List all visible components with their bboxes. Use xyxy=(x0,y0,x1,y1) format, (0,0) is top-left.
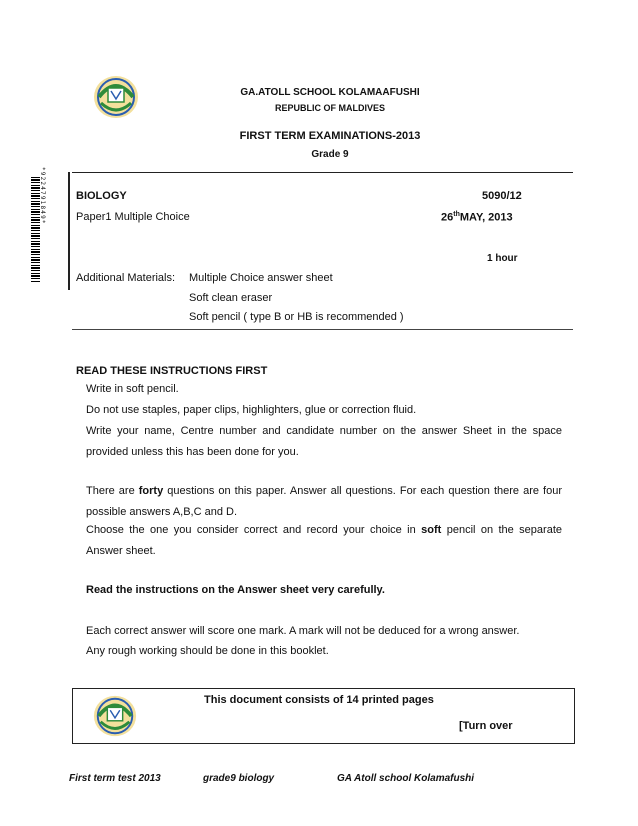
header-rule xyxy=(72,172,573,173)
instruction-line: Write your name, Centre number and candidate number on the answer Sheet in the space provided unless this has been done for you. xyxy=(86,425,562,458)
exam-date xyxy=(441,211,513,224)
instruction-text: Choose the one you consider correct and record your choice in xyxy=(86,524,422,536)
footer-middle: grade9 biology xyxy=(203,773,275,784)
school-logo xyxy=(91,693,139,739)
school-name: GA.ATOLL SCHOOL KOLAMAAFUSHI xyxy=(240,87,420,98)
footer-right: GA Atoll school Kolamafushi xyxy=(337,773,475,784)
date-day: 26 xyxy=(441,211,454,224)
turn-over: [Turn over xyxy=(459,720,513,732)
instruction-line: Write in soft pencil. xyxy=(86,383,179,395)
left-margin-rule xyxy=(68,172,70,290)
materials-rule xyxy=(72,329,573,330)
date-sup: th xyxy=(453,211,460,218)
instructions-heading: READ THESE INSTRUCTIONS FIRST xyxy=(76,365,268,377)
exam-title: FIRST TERM EXAMINATIONS-2013 xyxy=(239,130,421,142)
paper-name: Paper1 Multiple Choice xyxy=(76,211,190,223)
school-logo xyxy=(91,73,141,121)
instruction-line xyxy=(86,520,562,562)
country-name: REPUBLIC OF MALDIVES xyxy=(274,103,385,113)
grade-label: Grade 9 xyxy=(311,149,349,160)
instruction-emphasis: Read the instructions on the Answer sheet very carefully. xyxy=(86,584,385,596)
instruction-line: Any rough working should be done in this booklet. xyxy=(86,645,329,657)
subject: BIOLOGY xyxy=(76,190,127,202)
instruction-bold: forty xyxy=(138,485,164,497)
material-item: Soft pencil ( type B or HB is recommended ) xyxy=(189,311,404,323)
instruction-bold: soft xyxy=(421,524,442,536)
instruction-text: questions on this paper. Answer all questions. For each question there are four possible answers A,B,C and D. xyxy=(86,485,563,518)
barcode-digits: *9224791849* xyxy=(39,167,46,225)
footer-left: First term test 2013 xyxy=(69,773,161,784)
document-info-box xyxy=(72,688,575,744)
barcode xyxy=(31,167,45,290)
materials-label: Additional Materials: xyxy=(76,272,176,284)
duration: 1 hour xyxy=(487,253,518,264)
instruction-text: pencil on the separate Answer sheet. xyxy=(86,524,562,557)
paper-code: 5090/12 xyxy=(482,190,522,202)
material-item: Multiple Choice answer sheet xyxy=(189,272,333,284)
instruction-line xyxy=(86,481,562,523)
instruction-line: Each correct answer will score one mark. A mark will not be deduced for a wrong answer. xyxy=(86,625,520,637)
date-rest: MAY, 2013 xyxy=(459,211,513,224)
page-count: This document consists of 14 printed pages xyxy=(204,694,434,706)
material-item: Soft clean eraser xyxy=(189,292,273,304)
instruction-text: There are xyxy=(86,485,139,497)
instruction-line: Do not use staples, paper clips, highlighters, glue or correction fluid. xyxy=(86,404,417,416)
